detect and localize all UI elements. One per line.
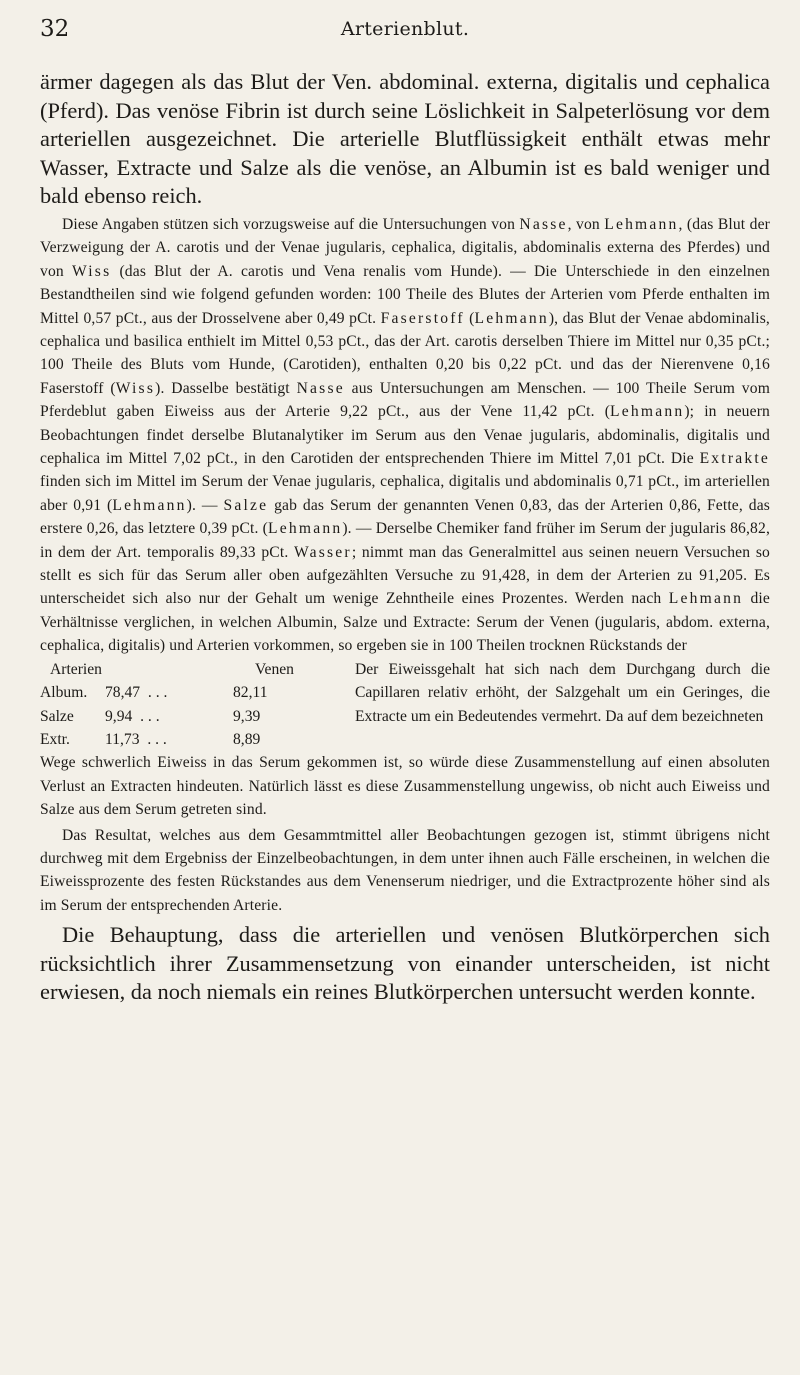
note-text: ); in neuern Beobachtungen findet derselbe Blutanalytiker im Serum aus den Venae jugularis, abdominalis, digitalis und cephalica im Mittel 7,02 pCt., in den Carotiden der entsprechenden Thiere im Mittel 7,01 pCt. Die	[40, 403, 770, 468]
leader-dots: . . .	[147, 684, 168, 702]
note-paragraph	[40, 213, 770, 658]
running-head	[40, 14, 770, 50]
note-text: , (das Blut der Verzweigung der A. carotis und der Venae jugularis, cephalica, digitalis, abdominalis externa des Pferdes) und von	[40, 215, 770, 280]
row-venen-value: 9,39	[233, 707, 261, 725]
note-text: gab das Serum der genannten Venen 0,83, das der Arterien 0,86, Fette, das erstere 0,26, das letztere 0,39 pCt. (	[40, 496, 770, 538]
row-label: Salze	[40, 707, 74, 725]
note-text: ). —	[186, 496, 224, 514]
arterien-value: 11,73	[105, 730, 140, 748]
table-row	[40, 681, 355, 704]
author-name: Wiss	[71, 262, 112, 280]
note-text: Diese Angaben stützen sich vorzugsweise auf die Untersuchungen von	[62, 215, 520, 233]
note-text: finden sich im Mittel im Serum der Venae jugularis, cephalica, digitalis und abdominalis 0,71 pCt., im arteriellen aber 0,91 (	[40, 473, 770, 514]
row-label: Album.	[40, 684, 88, 702]
composition-table	[40, 658, 355, 752]
note-text: ; nimmt man das Generalmittel aus seinen neuern Versuchen so stellt es sich für das Serum aller oben aufgezählten Versuche zu 91,428, in dem der Arterien zu 91,205. Es unterscheidet sich also nur der Gehalt um wenige Zehntheile eines Prozentes. Werden nach	[40, 543, 770, 608]
running-title: Arterienblut.	[340, 18, 470, 40]
after-table-paragraph: Wege schwerlich Eiweiss in das Serum gekommen ist, so würde diese Zusammenstellung auf einen absoluten Verlust an Extracten hindeuten. Natürlich lässt es diese Zusammenstellung ungewiss, ob nicht auch Eiweiss und Salze aus dem Serum getreten sind.	[40, 754, 770, 819]
term-extrakte: Extrakte	[699, 450, 770, 468]
author-name: Lehmann	[668, 590, 744, 608]
leader-dots: . . .	[147, 730, 167, 748]
note-text: ). — Derselbe Chemiker fand früher im Serum der jugularis 86,82, in dem der Art. temporalis 89,33 pCt.	[40, 520, 770, 561]
arterien-value: 9,94	[105, 707, 133, 725]
author-name: Lehmann	[112, 496, 187, 514]
author-name: Lehmann	[474, 309, 549, 327]
row-arterien-value	[105, 681, 225, 704]
note-text: ). Dasselbe bestätigt	[155, 379, 297, 397]
note-text: aus Untersuchungen am Menschen. — 100 Theile Serum vom Pferdeblut gaben Eiweiss aus der Arterie 9,22 pCt., aus der Vene 11,42 pCt. (	[40, 379, 770, 421]
term-wasser: Wasser	[293, 543, 352, 561]
page-number: 32	[40, 16, 70, 42]
author-name: Lehmann	[610, 403, 685, 421]
note-text: ), das Blut der Venae abdominalis, cephalica und basilica enthielt im Mittel 0,53 pCt., das der Art. carotis derselben Thiere im Mittel nur 0,35 pCt.; 100 Theile des Bluts vom Hunde, (Carotiden), enthalten 0,20 bis 0,22 pCt. und das der Nierenvene 0,16 Faserstoff (	[40, 309, 770, 397]
note-text: die Verhältnisse verglichen, in welchen Albumin, Salze und Extracte: Serum der Venen (jugularis, abdom. externa, cephalica, digitalis) und Arterien vorkommen, so ergeben sie in 100 Theilen trocknen Rückstands der	[40, 590, 770, 655]
author-name: Lehmann	[268, 520, 343, 538]
table-with-commentary	[40, 658, 770, 752]
table-commentary: Der Eiweissgehalt hat sich nach dem Durchgang durch die Capillaren relativ erhöht, der Salzgehalt um ein Geringes, die Extracte um ein Bedeutendes vermehrt. Da auf dem bezeichneten	[355, 660, 770, 725]
row-arterien-value	[105, 705, 225, 728]
author-name: Nasse	[296, 379, 345, 397]
arterien-value: 78,47	[105, 684, 141, 702]
table-row	[40, 728, 355, 751]
note-text: (das Blut der A. carotis und Vena renalis vom Hunde). — Die Unterschiede in den einzelnen Bestandtheilen sind wie folgend gefunden worden: 100 Theile des Blutes der Arterien vom Pferde enthalten im Mittel 0,57 pCt., aus der Drosselvene aber 0,49 pCt.	[40, 262, 771, 327]
table-header-arterien: Arterien	[50, 660, 102, 678]
author-name: Wiss	[115, 379, 156, 397]
term-salze: Salze	[223, 496, 269, 514]
result-paragraph: Das Resultat, welches aus dem Gesammtmittel aller Beobachtungen gezogen ist, stimmt übrigens nicht durchweg mit dem Ergebniss der Einzelbeobachtungen, in dem unter ihnen auch Fälle erscheinen, in welchen die Eiweissprozente des festen Rückstandes aus dem Venenserum niedriger, und die Extractprozente höher sind als im Serum der entsprechenden Arterie.	[40, 826, 770, 914]
term-faserstoff: Faserstoff	[380, 309, 465, 327]
book-page	[40, 14, 770, 1007]
row-venen-value: 8,89	[233, 730, 261, 748]
author-name: Nasse	[519, 215, 568, 233]
table-row	[40, 705, 355, 728]
table-header-row	[40, 658, 355, 681]
note-text: (	[464, 309, 475, 327]
closing-paragraph: Die Behauptung, dass die arteriellen und venösen Blutkörperchen sich rücksichtlich ihrer Zusammensetzung von einander unterscheiden, ist nicht erwiesen, da noch niemals ein reines Blutkörperchen untersucht werden konnte.	[40, 922, 770, 1005]
note-text: , von	[567, 215, 605, 233]
row-label: Extr.	[40, 730, 70, 748]
table-header-venen: Venen	[255, 660, 294, 678]
author-name: Lehmann	[604, 215, 679, 233]
leader-dots: . . .	[140, 707, 160, 725]
intro-paragraph: ärmer dagegen als das Blut der Ven. abdominal. externa, digitalis und cephalica (Pferd). Das venöse Fibrin ist durch seine Löslichkeit in Salpeterlösung vor dem arteriellen ausgezeichnet. Die arterielle Blutflüssigkeit enthält etwas mehr Wasser, Extracte und Salze als die venöse, an Albumin ist es bald weniger und bald ebenso reich.	[40, 69, 770, 209]
row-arterien-value	[105, 728, 225, 751]
row-venen-value: 82,11	[233, 684, 268, 702]
